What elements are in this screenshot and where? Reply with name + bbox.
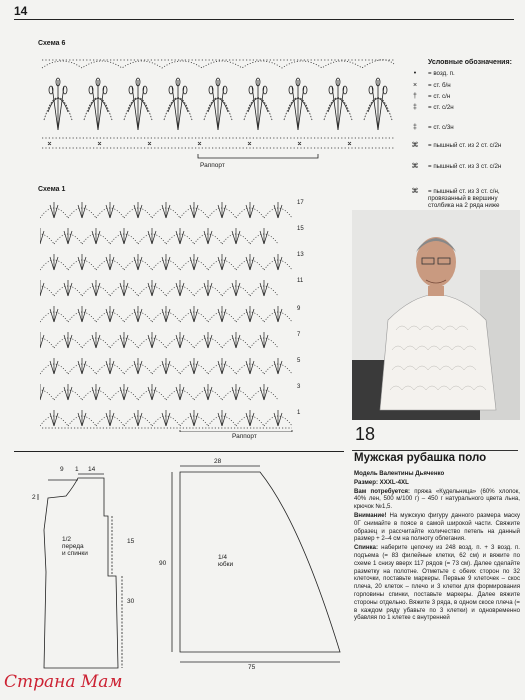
- row-number: 1: [297, 410, 301, 416]
- dim-label: 75: [248, 664, 256, 671]
- legend-text: = пышный ст. из 3 ст. с/2н: [428, 163, 502, 170]
- page-number: 14: [14, 4, 28, 18]
- legend-item: [402, 124, 512, 131]
- schema6-diagram: [38, 50, 398, 160]
- legend-item: [402, 70, 512, 77]
- legend-item: [402, 82, 512, 89]
- attention-label: Внимание!: [354, 511, 387, 519]
- legend-text: = пышный ст. из 2 ст. с/2н: [428, 142, 502, 149]
- header-rule: [14, 19, 514, 20]
- legend-title: Условные обозначения:: [428, 59, 512, 66]
- legend-symbol: ×: [412, 82, 418, 89]
- schema6-rapport-label: Раппорт: [200, 162, 225, 169]
- legend-text: = пышный ст. из 3 ст. с/н, провязанный в вершину столбика на 2 ряда ниже: [428, 188, 500, 209]
- front-back-pattern: [30, 472, 150, 672]
- dim-label: 90: [159, 560, 167, 567]
- row-number: 11: [297, 278, 304, 284]
- model-photo: [352, 210, 520, 420]
- skirt-caption: [218, 554, 233, 568]
- row-number: 15: [297, 226, 304, 232]
- schema1-title: Схема 1: [38, 186, 66, 193]
- dim-label: 15: [127, 538, 135, 545]
- legend-symbol: ⌘: [411, 163, 419, 170]
- skirt-pattern: [160, 462, 345, 677]
- dim-label: 9: [60, 466, 64, 473]
- article-model: Модель Валентины Дьяченко: [354, 470, 445, 477]
- materials-paragraph: [354, 488, 520, 511]
- legend-text: = ст. с/2н: [428, 104, 454, 111]
- legend-symbol: ⌘: [411, 142, 419, 149]
- dim-label: 14: [88, 466, 96, 473]
- row-number: 5: [297, 358, 301, 364]
- legend-item: [402, 104, 512, 111]
- back-label: Спинка:: [354, 544, 378, 552]
- attention-text: На мужскую фигуру данного размера маску 0Г снимайте в поясе в самой широкой части. Свяжите образец и рассчитайте количество петель на данный размер + 2–4 см на полноту облегания.: [354, 511, 520, 543]
- legend-item: [402, 93, 512, 100]
- row-number: 9: [297, 306, 301, 312]
- legend-text: = ст. б/н: [428, 82, 451, 89]
- caption-line: 1/2: [62, 536, 72, 543]
- row-number: 3: [297, 384, 301, 390]
- row-number: 13: [297, 252, 304, 258]
- dim-label: 30: [127, 598, 135, 605]
- legend-text: = возд. п.: [428, 70, 455, 77]
- legend-symbol: †: [413, 93, 417, 100]
- caption-line: 1/4: [218, 554, 228, 561]
- section-divider: [14, 451, 344, 452]
- attention-paragraph: [354, 512, 520, 543]
- schema1-diagram: [40, 196, 295, 432]
- row-number: 17: [297, 200, 304, 206]
- legend-symbol: ‡: [413, 124, 417, 131]
- back-paragraph: [354, 544, 520, 622]
- schema6-title: Схема 6: [38, 40, 66, 47]
- article-size: Размер: XXXL-4XL: [354, 478, 409, 486]
- legend-symbol: •: [413, 70, 417, 77]
- dim-label: 1: [75, 466, 79, 473]
- legend-item: [402, 142, 512, 149]
- watermark: Страна Мам: [4, 672, 123, 692]
- article-rule: [352, 450, 518, 451]
- legend-text: = ст. с/3н: [428, 124, 454, 131]
- materials-text: пряжа «Кудельница» (60% хлопок, 40% лен, 500 м/100 г) – 450 г натурального цвета льна, крючок №1,5.: [354, 487, 520, 511]
- legend-symbol: ⌘: [411, 188, 419, 195]
- legend-symbol: ‡: [413, 104, 417, 111]
- caption-line: и спинки: [62, 550, 88, 557]
- back-text: наберите цепочку из 248 возд. п. + 3 возд. п. подъема (= 83 филейные клетки, 62 см) и вяжите по схеме 1 снизу вверх 117 рядов (= 73 см). Далее сделайте разметку на полотне. Отметьте с обеих сторон по 32 клеточки, поставьте маркеры. Первые 9 клеточек – скос плеча, 20 клеток – плечо и 3 клетки для формирования горловины спинки, поставьте маркеры. Далее вяжите стороны отдельно. Вяжите 3 ряда, в одном скосе плеча (= в каждом ряду убавьте по 3 клетки) и одновременно убавляя по 1 клетке с внутренней: [354, 544, 520, 622]
- legend-text: = ст. с/н: [428, 93, 451, 100]
- caption-line: переда: [62, 543, 84, 550]
- article-body: [354, 470, 520, 623]
- materials-label: Вам потребуется:: [354, 487, 410, 495]
- row-number: 7: [297, 332, 301, 338]
- dim-label: 28: [214, 458, 222, 465]
- model-number: 18: [355, 424, 376, 444]
- caption-line: юбки: [218, 561, 234, 568]
- article-title: Мужская рубашка поло: [354, 452, 487, 464]
- front-caption: [62, 536, 88, 557]
- schema1-rapport-label: Раппорт: [232, 433, 257, 440]
- legend-item: [402, 163, 512, 170]
- legend-item: [402, 188, 512, 209]
- dim-label: 2: [32, 494, 36, 501]
